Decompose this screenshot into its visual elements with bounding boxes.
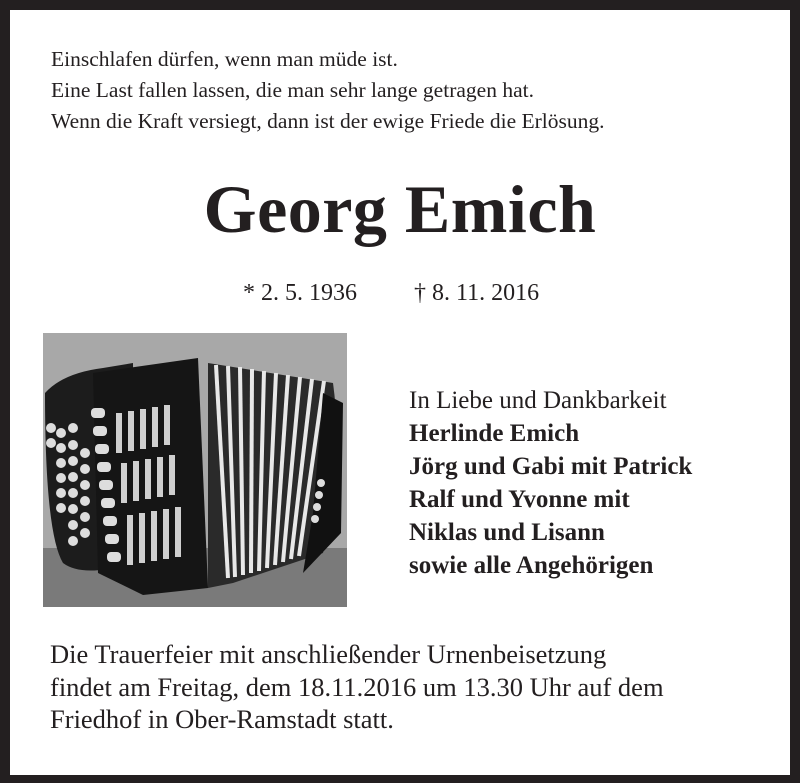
verse-line: Eine Last fallen lassen, die man sehr lange getragen hat. bbox=[51, 78, 534, 102]
death-date: † 8. 11. 2016 bbox=[414, 280, 540, 306]
funeral-line: findet am Freitag, dem 18.11.2016 um 13.30 Uhr auf dem bbox=[50, 671, 664, 702]
mourner-name: Jörg und Gabi mit Patrick bbox=[409, 453, 693, 480]
deceased-name: Georg Emich bbox=[203, 171, 597, 247]
birth-date: * 2. 5. 1936 bbox=[243, 280, 357, 306]
funeral-line: Die Trauerfeier mit anschließender Urnenbeisetzung bbox=[50, 639, 607, 669]
verse-line: Wenn die Kraft versiegt, dann ist der ewige Friede die Erlösung. bbox=[51, 109, 605, 133]
accordion-photo bbox=[43, 333, 347, 607]
verse bbox=[51, 44, 605, 137]
mourners-block bbox=[409, 384, 692, 582]
mourner-name: Ralf und Yvonne mit bbox=[409, 486, 630, 513]
mourners-intro: In Liebe und Dankbarkeit bbox=[409, 387, 667, 414]
mourner-name: Niklas und Lisann bbox=[409, 519, 605, 546]
mourner-name: sowie alle Angehörigen bbox=[409, 552, 654, 579]
funeral-info bbox=[50, 638, 664, 736]
verse-line: Einschlafen dürfen, wenn man müde ist. bbox=[51, 47, 398, 71]
funeral-line: Friedhof in Ober-Ramstadt statt. bbox=[50, 704, 394, 734]
mourner-name: Herlinde Emich bbox=[409, 420, 580, 447]
